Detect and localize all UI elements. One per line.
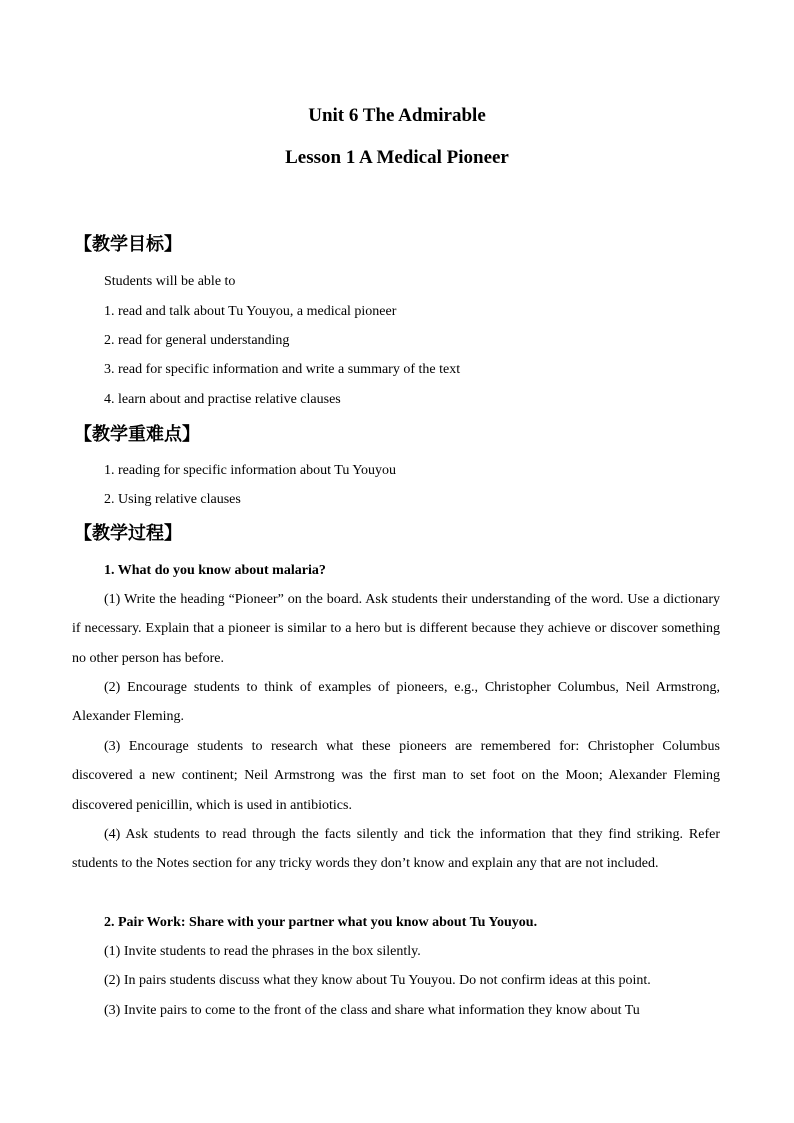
step1-paragraph-1: (1) Write the heading “Pioneer” on the board. Ask students their understanding of the word. Use a dictionary if necessary. Explain that a pioneer is similar to a hero but is different because they achieve or discover something no other person has before. bbox=[72, 592, 720, 666]
step2-paragraph-1: (1) Invite students to read the phrases in the box silently. bbox=[104, 944, 421, 959]
step2-title: 2. Pair Work: Share with your partner what you know about Tu Youyou. bbox=[104, 915, 538, 930]
key-point-item: 2. Using relative clauses bbox=[104, 492, 241, 507]
step2-paragraph-3: (3) Invite pairs to come to the front of the class and share what information they know about Tu bbox=[104, 1003, 640, 1018]
objective-item: 2. read for general understanding bbox=[104, 333, 290, 348]
step2-paragraph-2: (2) In pairs students discuss what they know about Tu Youyou. Do not confirm ideas at this point. bbox=[104, 973, 651, 988]
objective-item: 3. read for specific information and write a summary of the text bbox=[104, 362, 461, 377]
key-points-heading: 【教学重难点】 bbox=[74, 424, 200, 445]
step1-paragraph-4: (4) Ask students to read through the facts silently and tick the information that they find striking. Refer students to the Notes section for any tricky words they don’t know and explain any that are not included. bbox=[72, 827, 720, 872]
lesson-title: Lesson 1 A Medical Pioneer bbox=[285, 147, 509, 168]
objective-item: 4. learn about and practise relative clauses bbox=[104, 392, 341, 407]
step1-title: 1. What do you know about malaria? bbox=[104, 563, 326, 578]
process-heading: 【教学过程】 bbox=[74, 523, 182, 544]
unit-title: Unit 6 The Admirable bbox=[308, 105, 486, 126]
objective-item: 1. read and talk about Tu Youyou, a medical pioneer bbox=[104, 304, 397, 319]
objectives-heading: 【教学目标】 bbox=[74, 234, 182, 255]
key-point-item: 1. reading for specific information about Tu Youyou bbox=[104, 463, 397, 478]
objectives-intro: Students will be able to bbox=[104, 274, 236, 289]
step1-paragraph-2: (2) Encourage students to think of examples of pioneers, e.g., Christopher Columbus, Neil Armstrong, Alexander Fleming. bbox=[72, 680, 720, 725]
step1-paragraph-3: (3) Encourage students to research what these pioneers are remembered for: Christopher Columbus discovered a new continent; Neil Armstrong was the first man to set foot on the Moon; Alexander Fleming discovered penicillin, which is used in antibiotics. bbox=[72, 739, 720, 813]
